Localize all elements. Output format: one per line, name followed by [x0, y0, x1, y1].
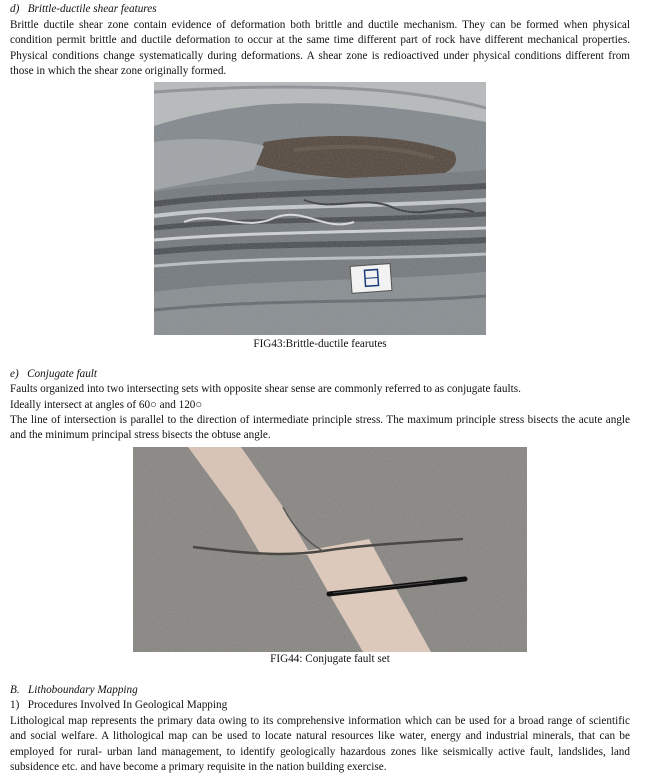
section-b-marker: B. — [10, 684, 20, 696]
section-e-heading — [10, 367, 97, 382]
section-e-title: Conjugate fault — [27, 368, 98, 380]
section-b-paragraph: Lithological map represents the primary data owing to its comprehensive information which can be used for a broad range of scientific and social welfare. A lithological map can be used to locate natural resources like water, energy and industrial minerals, that can be employed for rural- urban land management, to identify geologically hazardous zones like seismically active fault, landslides, land subsidence etc. and have become a primary requisite in the nation building exercise. — [10, 715, 630, 774]
figure-44-photo — [133, 447, 527, 652]
conjugate-fault-rock-image — [133, 447, 527, 652]
section-b-title: Lithoboundary Mapping — [28, 684, 138, 696]
section-e-marker: e) — [10, 368, 19, 380]
section-b-heading — [10, 683, 138, 698]
section-d-title: Brittle-ductile shear features — [27, 3, 157, 15]
section-e-paragraph: The line of intersection is parallel to the direction of intermediate principle stress. The maximum principle stress bisects the acute angle and the minimum principal stress bisects the obtuse angle. — [10, 414, 630, 442]
section-b-subtitle: Procedures Involved In Geological Mapping — [27, 699, 228, 711]
figure-43-caption: FIG43:Brittle-ductile fearutes — [253, 338, 387, 350]
shear-zone-rock-image — [154, 82, 486, 335]
section-b-subheading — [10, 698, 227, 713]
section-d-heading — [10, 2, 157, 17]
section-d-marker: d) — [10, 3, 20, 15]
section-e-line-1: Faults organized into two intersecting sets with opposite shear sense are commonly referred to as conjugate faults. — [10, 383, 521, 395]
section-b-sub-marker: 1) — [10, 699, 20, 711]
figure-44-caption: FIG44: Conjugate fault set — [270, 653, 390, 665]
section-d-paragraph: Brittle ductile shear zone contain evidence of deformation both brittle and ductile mechanism. They can be formed when physical condition permit brittle and ductile deformation to occur at the same time different part of rock have different mechanical properties. Physical conditions change systematically during deformations. A shear zone is redioactived under physical conditions different from those in which the shear zone originally formed. — [10, 19, 630, 78]
section-e-line-2: Ideally intersect at angles of 60○ and 120○ — [10, 399, 203, 411]
figure-43-photo — [154, 82, 486, 335]
